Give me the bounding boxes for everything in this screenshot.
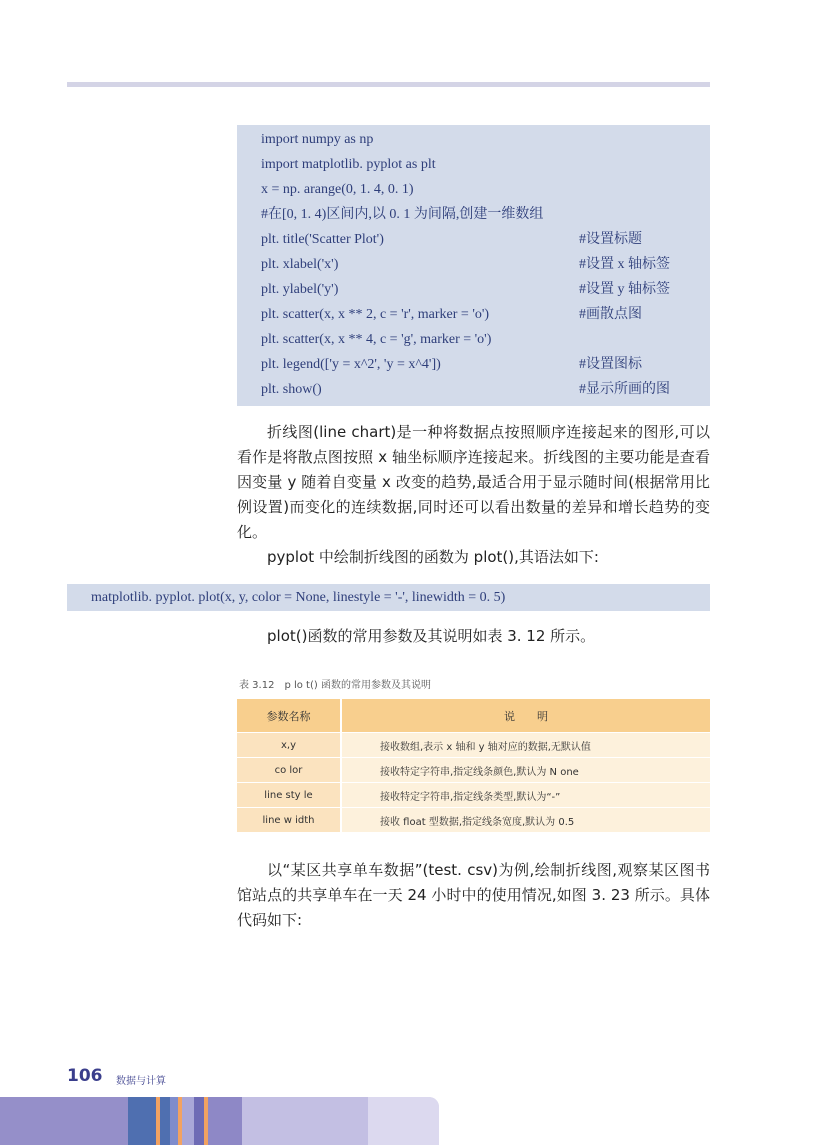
syntax-code: matplotlib. pyplot. plot(x, y, color = None, linestyle = '-', linewidth = 0. 5) (91, 590, 506, 605)
table-cell: co lor (237, 758, 341, 783)
code-text: plt. ylabel('y') (261, 282, 339, 297)
table-cell: x,y (237, 733, 341, 758)
code-line (261, 178, 701, 202)
code-line (261, 328, 701, 352)
page-number: 106 (67, 1066, 103, 1086)
code-text: plt. scatter(x, x ** 4, c = 'g', marker = 'o') (261, 332, 492, 347)
table-header: 说 明 (341, 699, 710, 733)
table-row (237, 733, 710, 758)
table-cell: 接收特定字符串,指定线条颜色,默认为 N one (341, 758, 710, 783)
paragraph-text: plot()函数的常用参数及其说明如表 3. 12 所示。 (267, 627, 596, 645)
table-row (237, 808, 710, 833)
code-text: plt. title('Scatter Plot') (261, 232, 384, 247)
paragraph-table-ref (237, 624, 710, 649)
paragraph-text: 折线图(line chart)是一种将数据点按照顺序连接起来的图形,可以看作是将散点图按照 x 轴坐标顺序连接起来。折线图的主要功能是查看因变量 y 随着自变量 x 改变的趋势,最适合用于显示随时间(根据常用比例设置)而变化的连续数据,同时还可以看出数量的差异和增长趋势的变化。 (237, 423, 710, 541)
code-line (261, 203, 701, 227)
table-row (237, 758, 710, 783)
footer-book-title: 数据与计算 (116, 1076, 166, 1087)
code-line (261, 303, 701, 327)
code-text: plt. xlabel('x') (261, 257, 339, 272)
table-cell: line w idth (237, 808, 341, 833)
code-line (261, 378, 701, 402)
paragraph-text: pyplot 中绘制折线图的函数为 plot(),其语法如下: (267, 548, 599, 566)
paragraph-line-chart (237, 420, 710, 545)
code-text: #在[0, 1. 4)区间内,以 0. 1 为间隔,创建一维数组 (261, 207, 544, 222)
paragraph-text: 以“某区共享单车数据”(test. csv)为例,绘制折线图,观察某区图书馆站点的共享单车在一天 24 小时中的使用情况,如图 3. 23 所示。具体代码如下: (237, 861, 710, 929)
code-text: plt. scatter(x, x ** 2, c = 'r', marker = 'o') (261, 307, 490, 322)
table-caption: 表 3.12 p lo t() 函数的常用参数及其说明 (239, 680, 431, 691)
code-text: import matplotlib. pyplot as plt (261, 157, 436, 172)
code-text: plt. legend(['y = x^2', 'y = x^4']) (261, 357, 441, 372)
code-line (261, 128, 701, 152)
paragraph-example (237, 858, 710, 933)
code-line (261, 253, 701, 277)
code-comment: #设置图标 (579, 357, 642, 372)
code-line (261, 153, 701, 177)
code-comment: #显示所画的图 (579, 382, 670, 397)
table-header: 参数名称 (237, 699, 341, 733)
code-comment: #设置 x 轴标签 (579, 257, 670, 272)
paragraph-plot-intro (237, 545, 710, 570)
code-comment: #设置标题 (579, 232, 642, 247)
table-row (237, 783, 710, 808)
code-line (261, 228, 701, 252)
code-text: plt. show() (261, 382, 322, 397)
footer-decorative-band (0, 1097, 439, 1145)
top-rule (67, 82, 710, 87)
code-comment: #设置 y 轴标签 (579, 282, 670, 297)
code-line (261, 278, 701, 302)
syntax-bar (67, 584, 710, 611)
code-text: x = np. arange(0, 1. 4, 0. 1) (261, 182, 414, 197)
code-line (261, 353, 701, 377)
table-cell: 接收数组,表示 x 轴和 y 轴对应的数据,无默认值 (341, 733, 710, 758)
code-block (237, 125, 710, 406)
code-comment: #画散点图 (579, 307, 642, 322)
code-text: import numpy as np (261, 132, 374, 147)
table-cell: line sty le (237, 783, 341, 808)
parameter-table (237, 699, 710, 833)
table-header-row (237, 699, 710, 733)
table-cell: 接收特定字符串,指定线条类型,默认为“-” (341, 783, 710, 808)
table-cell: 接收 float 型数据,指定线条宽度,默认为 0.5 (341, 808, 710, 833)
